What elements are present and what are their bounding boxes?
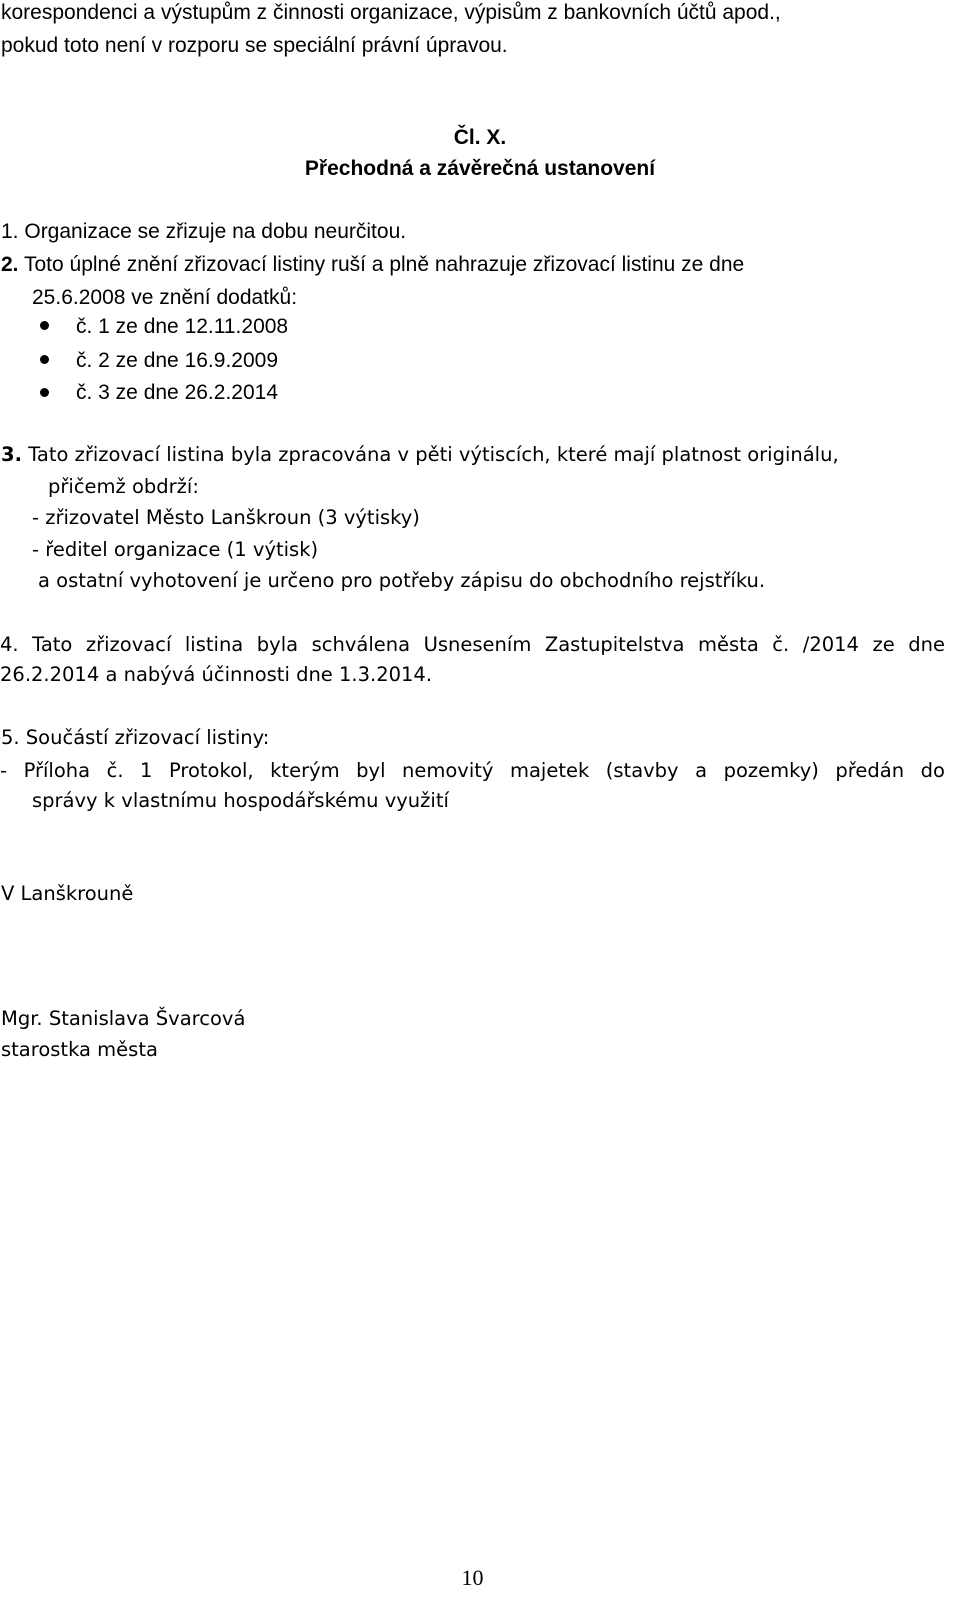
word: nemovitý (402, 759, 494, 782)
place: V Lanškrouně (1, 882, 134, 905)
item-4-line-2: 26.2.2014 a nabývá účinnosti dne 1.3.2014. (0, 663, 433, 686)
item-5-attachment (0, 756, 945, 816)
list-item: č. 3 ze dne 26.2.2014 (76, 381, 278, 404)
word: a (695, 759, 708, 782)
word: 4. (0, 633, 19, 656)
word: kterým (270, 759, 340, 782)
item-2-text-continued: 25.6.2008 ve znění dodatků: (32, 286, 298, 309)
article-title: Přechodná a závěrečná ustanovení (304, 157, 656, 180)
item-3-text: Tato zřizovací listina byla zpracována v pěti výtiscích, které mají platnost originálu, (28, 443, 839, 466)
list-item: č. 1 ze dne 12.11.2008 (76, 315, 289, 338)
item-1-number: 1. (1, 220, 19, 243)
word: Protokol, (168, 759, 254, 782)
item-5-line-2: správy k vlastnímu hospodářskému využití (32, 789, 449, 812)
page-number: 10 (461, 1565, 484, 1590)
item-5-heading: 5. Součástí zřizovací listiny: (1, 726, 270, 749)
word: do (920, 759, 945, 782)
word: ze (872, 633, 895, 656)
word: č. (106, 759, 124, 782)
item-1-text: Organizace se zřizuje na dobu neurčitou. (24, 220, 407, 243)
word: listina (184, 633, 244, 656)
text-line-1 (1, 0, 945, 26)
word: - (0, 759, 8, 782)
item-2-text: Toto úplné znění zřizovací listiny ruší a plně nahrazuje zřizovací listinu ze dne (23, 253, 745, 276)
recipient-2: - ředitel organizace (1 výtisk) (32, 538, 319, 561)
item-3 (1, 442, 839, 468)
text-line-2: pokud toto není v rozporu se speciální právní úpravou. (1, 34, 508, 57)
item-3-number: 3. (1, 443, 22, 466)
item-2-number: 2. (1, 253, 19, 276)
word: dne (908, 633, 945, 656)
word: Usnesením (423, 633, 532, 656)
word: předán (835, 759, 905, 782)
list-item: č. 2 ze dne 16.9.2009 (76, 349, 278, 372)
item-4 (0, 630, 945, 690)
word: (stavby (605, 759, 679, 782)
signatory-name: Mgr. Stanislava Švarcová (1, 1007, 246, 1030)
text-line-1-content: korespondenci a výstupům z činnosti organizace, výpisům z bankovních účtů apod., (1, 1, 781, 24)
bullet-icon (40, 321, 49, 330)
word: byl (356, 759, 386, 782)
item-5-line-1 (0, 756, 945, 786)
word: Příloha (23, 759, 91, 782)
word: Tato (32, 633, 73, 656)
item-2 (1, 252, 744, 278)
word: byla (256, 633, 299, 656)
bullet-icon (40, 355, 49, 364)
bullet-icon (40, 388, 49, 397)
word: č. (772, 633, 790, 656)
item-1 (1, 219, 406, 245)
item-3-rest: a ostatní vyhotovení je určeno pro potřeby zápisu do obchodního rejstříku. (38, 569, 766, 592)
word: /2014 (802, 633, 859, 656)
word: majetek (509, 759, 590, 782)
item-4-line-1 (0, 630, 945, 660)
item-3-text-continued: přičemž obdrží: (48, 475, 199, 498)
word: schválena (311, 633, 411, 656)
word: města (698, 633, 759, 656)
article-number: Čl. X. (453, 126, 507, 149)
word: 1 (140, 759, 153, 782)
recipient-1: - zřizovatel Město Lanškroun (3 výtisky) (32, 506, 420, 529)
word: Zastupitelstva (544, 633, 685, 656)
word: zřizovací (85, 633, 172, 656)
signatory-role: starostka města (1, 1038, 158, 1061)
word: pozemky) (723, 759, 819, 782)
